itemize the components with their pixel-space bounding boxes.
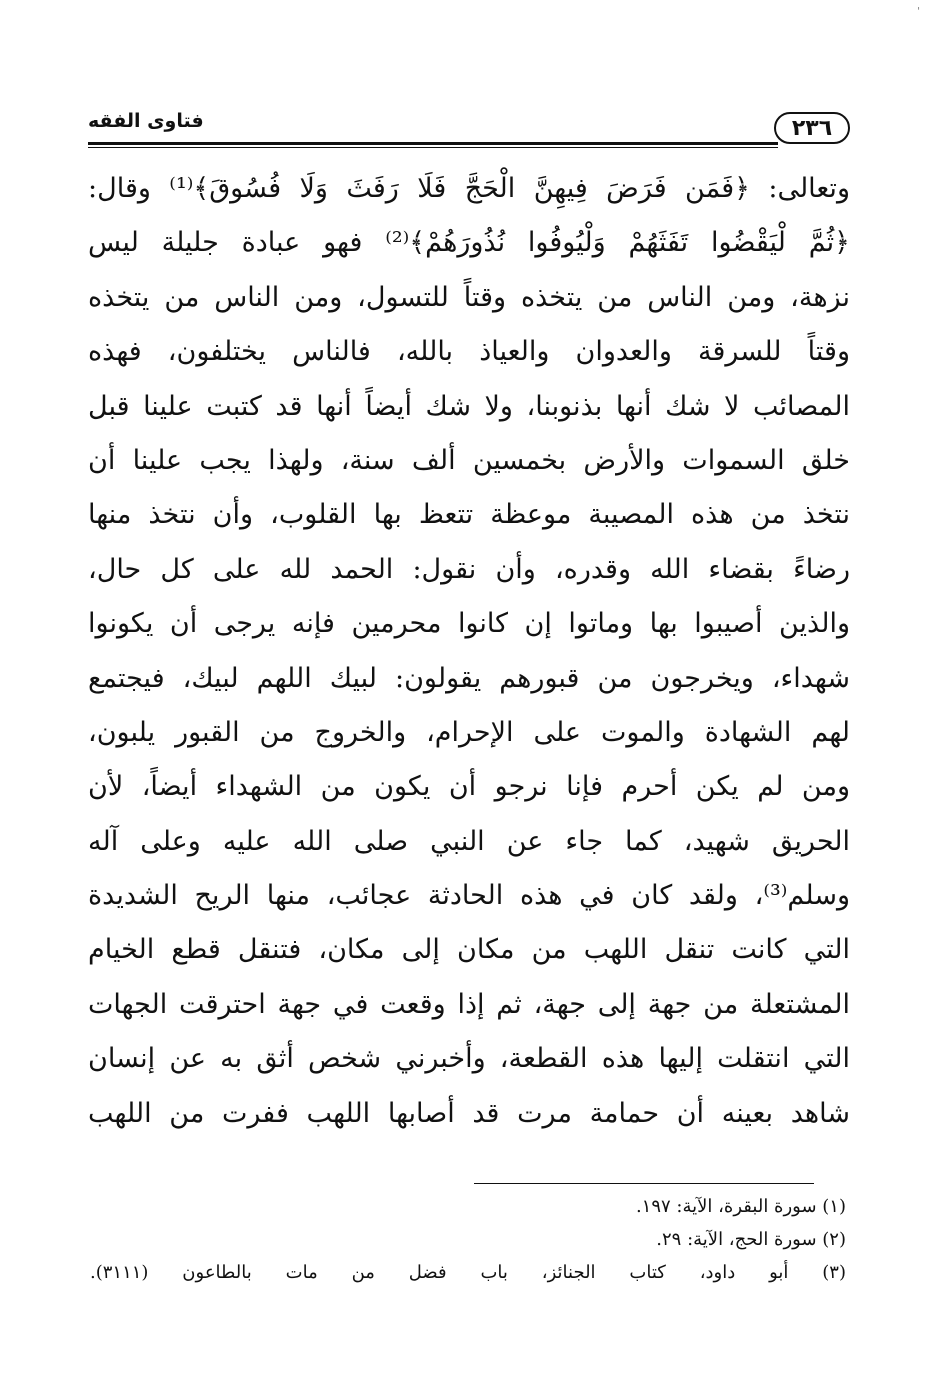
running-title: فتاوى الفقه <box>88 110 204 132</box>
footnote-separator <box>474 1183 814 1184</box>
text-line: خلق السموات والأرض بخمسين ألف سنة، ولهذا يجب علينا أن <box>88 444 850 476</box>
text-line: التي انتقلت إليها هذه القطعة، وأخبرني شخص أثق به عن إنسان <box>88 1043 850 1075</box>
footnote-1: (١) سورة البقرة، الآية: ١٩٧. <box>635 1196 846 1217</box>
text-line: والذين أصيبوا بها وماتوا إن كانوا محرمين فإنه يرجى أن يكونوا <box>88 608 850 640</box>
body-text <box>88 162 850 1141</box>
text-line: المشتعلة من جهة إلى جهة، ثم إذا وقعت في جهة احترقت الجهات <box>88 988 850 1020</box>
footnotes <box>90 1190 846 1289</box>
footnote-3: (٣) أبو داود، كتاب الجنائز، باب فضل من مات بالطاعون (٣١١١). <box>90 1262 846 1283</box>
text-line: لهم الشهادة والموت على الإحرام، والخروج من القبور يلبون، <box>88 716 850 748</box>
text-line: رضاءً بقضاء الله وقدره، وأن نقول: الحمد لله على كل حال، <box>88 553 850 585</box>
text-line: نزهة، ومن الناس من يتخذه وقتاً للتسول، ومن الناس من يتخذه <box>88 281 850 313</box>
corner-mark: ' <box>917 6 920 17</box>
text-line: ﴿ثُمَّ لْيَقْضُوا تَفَثَهُمْ وَلْيُوفُوا نُذُورَهُمْ﴾⁽²⁾ فهو عبادة جليلة ليس <box>88 227 850 259</box>
text-line: وقتاً للسرقة والعدوان والعياذ بالله، فالناس يختلفون، فهذه <box>88 336 850 368</box>
footnote-2: (٢) سورة الحج، الآية: ٢٩. <box>656 1229 846 1250</box>
text-line: المصائب لا شك أنها بذنوبنا، ولا شك أيضاً أنها قد كتبت علينا قبل <box>88 390 850 422</box>
text-line: نتخذ من هذه المصيبة موعظة تتعظ بها القلوب، وأن نتخذ منها <box>88 499 850 531</box>
page-number: ٢٣٦ <box>774 112 850 144</box>
text-line: وتعالى: ﴿فَمَن فَرَضَ فِيهِنَّ الْحَجَّ فَلَا رَفَثَ وَلَا فُسُوقَ﴾⁽¹⁾ وقال: <box>88 173 850 204</box>
text-line: الحريق شهيد، كما جاء عن النبي صلى الله عليه وعلى آله <box>88 825 850 857</box>
text-line: التي كانت تنقل اللهب من مكان إلى مكان، فتنقل قطع الخيام <box>88 934 850 966</box>
text-line: شاهد بعينه أن حمامة مرت قد أصابها اللهب ففرت من اللهب <box>88 1097 850 1129</box>
text-line: ومن لم يكن أحرم فإنا نرجو أن يكون من الشهداء أيضاً، لأن <box>88 771 850 803</box>
text-line: شهداء، ويخرجون من قبورهم يقولون: لبيك اللهم لبيك، فيجتمع <box>88 662 850 694</box>
text-line: وسلم⁽³⁾، ولقد كان في هذه الحادثة عجائب، منها الريح الشديدة <box>88 880 850 912</box>
header-rule <box>88 142 778 148</box>
page-header <box>88 108 850 154</box>
